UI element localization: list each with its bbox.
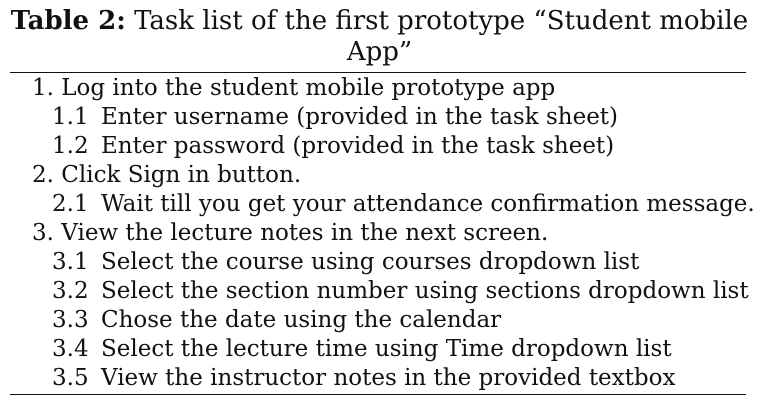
subtask-text: Enter password (provided in the task sheet)	[101, 133, 615, 159]
subtask-row	[0, 364, 759, 393]
subtask-text: View the instructor notes in the provided textbox	[101, 365, 676, 391]
task-list	[0, 74, 759, 393]
subtask-number: 3.1	[52, 249, 89, 275]
subtask-row	[0, 132, 759, 161]
table-bottom-rule	[10, 394, 746, 395]
subtask-text: Select the course using courses dropdown list	[101, 249, 640, 275]
subtask-row	[0, 306, 759, 335]
caption-title-line-1: Task list of the first prototype “Student mobile	[125, 6, 749, 36]
task-row	[0, 219, 759, 248]
subtask-text: Chose the date using the calendar	[101, 307, 502, 333]
subtask-number: 1.2	[52, 133, 89, 159]
caption-label: Table 2:	[10, 6, 126, 36]
task-row	[0, 161, 759, 190]
subtask-number: 2.1	[52, 191, 89, 217]
subtask-text: Enter username (provided in the task sheet)	[101, 104, 619, 130]
subtask-row	[0, 277, 759, 306]
subtask-text: Select the lecture time using Time dropdown list	[101, 336, 672, 362]
subtask-number: 3.3	[52, 307, 89, 333]
task-text: 3. View the lecture notes in the next screen.	[32, 220, 549, 246]
subtask-row	[0, 103, 759, 132]
subtask-row	[0, 248, 759, 277]
subtask-number: 3.2	[52, 278, 89, 304]
table-top-rule	[10, 72, 746, 73]
caption-title-line-2: App”	[346, 37, 413, 67]
task-text: 2. Click Sign in button.	[32, 162, 302, 188]
subtask-row	[0, 335, 759, 364]
subtask-text: Wait till you get your attendance confirmation message.	[101, 191, 755, 217]
subtask-number: 1.1	[52, 104, 89, 130]
subtask-number: 3.5	[52, 365, 89, 391]
subtask-row	[0, 190, 759, 219]
subtask-number: 3.4	[52, 336, 89, 362]
task-text: 1. Log into the student mobile prototype app	[32, 75, 556, 101]
table-caption	[0, 6, 759, 68]
subtask-text: Select the section number using sections dropdown list	[101, 278, 749, 304]
task-row	[0, 74, 759, 103]
